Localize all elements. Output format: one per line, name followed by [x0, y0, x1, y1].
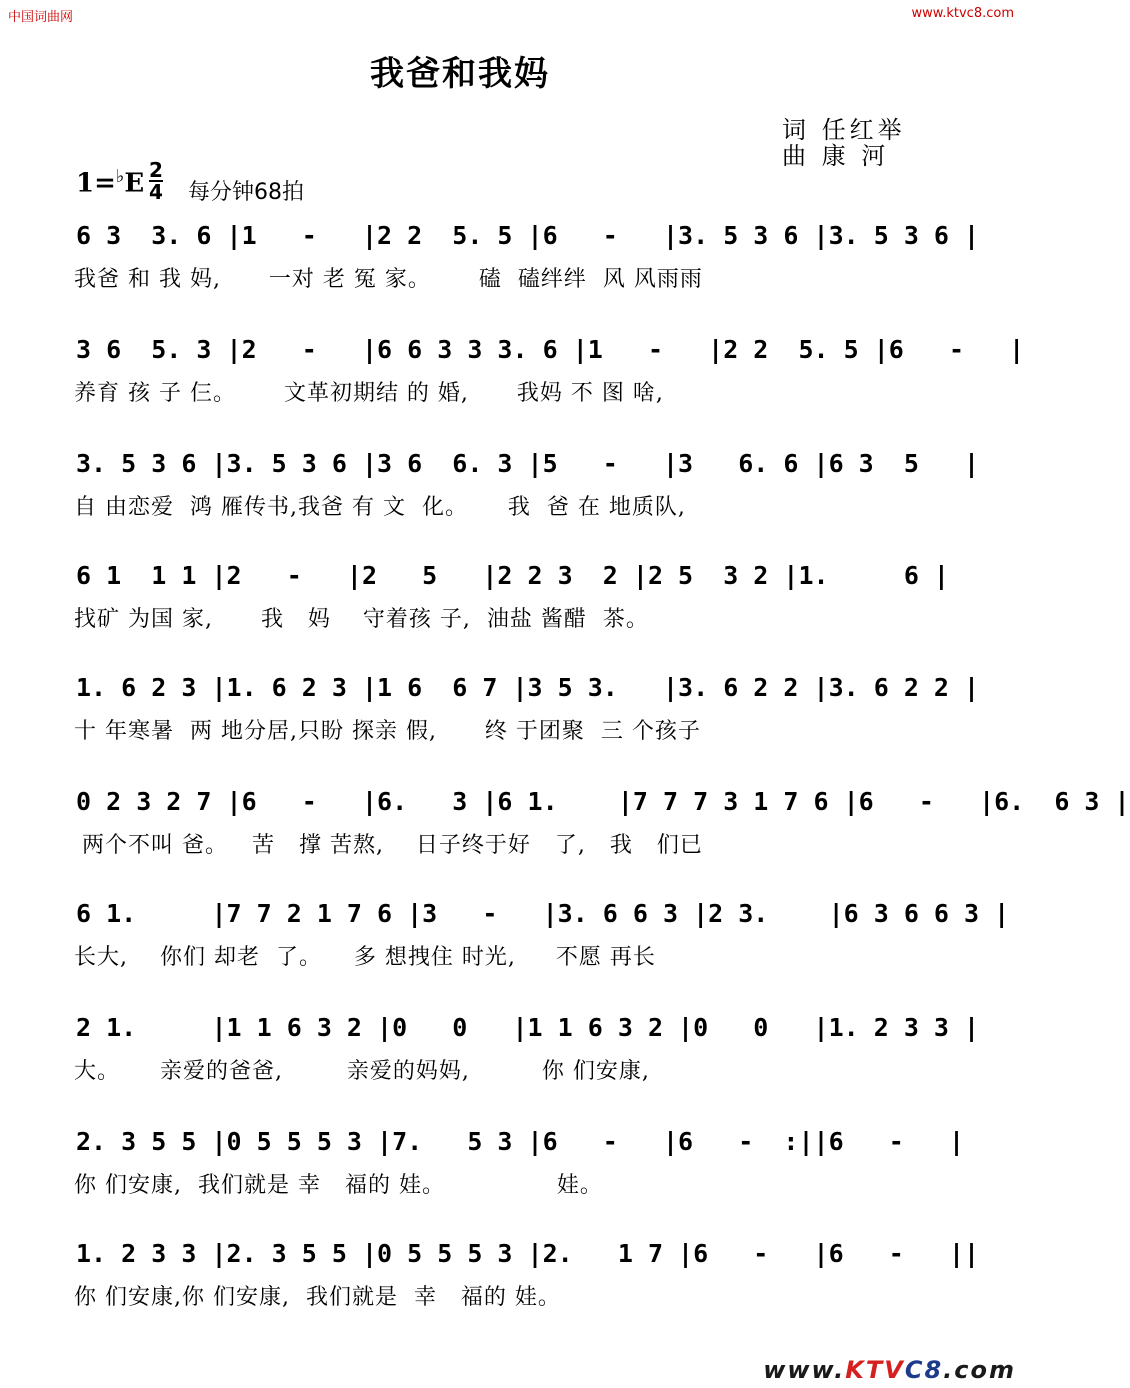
lyric-line: 大。 亲爱的爸爸, 亲爱的妈妈, 你 们安康,: [74, 1059, 650, 1084]
notation-line: 1. 2 3 3 |2. 3 5 5 |0 5 5 5 3 |2. 1 7 |6 - |6 - ||: [76, 1239, 980, 1268]
lyric-line: 自 由恋爱 鸿 雁传书,我爸 有 文 化。 我 爸 在 地质队,: [74, 495, 686, 520]
score-system: [0, 556, 1024, 666]
watermark-prefix: www.: [763, 1356, 846, 1384]
site-url-right: www.ktvc8.com: [911, 6, 1014, 21]
notation-line: 1. 6 2 3 |1. 6 2 3 |1 6 6 7 |3 5 3. |3. 6 2 2 |3. 6 2 2 |: [76, 673, 980, 702]
score-system: [0, 782, 1130, 892]
notation-line: 3 6 5. 3 |2 - |6 6 3 3 3. 6 |1 - |2 2 5. 5 |6 - |: [76, 335, 1025, 364]
notation-line: 6 1 1 1 |2 - |2 5 |2 2 3 2 |2 5 3 2 |1. 6 |: [76, 561, 949, 590]
notation-line: 6 1. |7 7 2 1 7 6 |3 - |3. 6 6 3 |2 3. |6 3 6 6 3 |: [76, 899, 1010, 928]
score-system: [0, 216, 1024, 326]
lyric-line: 长大, 你们 却老 了。 多 想拽住 时光, 不愿 再长: [74, 945, 656, 970]
score-system: [0, 330, 1024, 440]
watermark-brand-a: KTV: [845, 1356, 905, 1384]
song-title: 我爸和我妈: [370, 54, 550, 94]
lyric-line: 两个不叫 爸。 苦 撑 苦熬, 日子终于好 了, 我 们已: [74, 833, 703, 858]
lyric-line: 我爸 和 我 妈, 一对 老 冤 家。 磕 磕绊绊 风 风雨雨: [74, 267, 703, 292]
key-note: E: [124, 168, 145, 199]
lyric-line: 十 年寒暑 两 地分居,只盼 探亲 假, 终 于团聚 三 个孩子: [74, 719, 701, 744]
score-system: [0, 1008, 1024, 1118]
notation-line: 2. 3 5 5 |0 5 5 5 3 |7. 5 3 |6 - |6 - :||6 - |: [76, 1127, 965, 1156]
time-signature: [149, 160, 163, 202]
lyric-line: 你 们安康,你 们安康, 我们就是 幸 福的 娃。: [74, 1285, 561, 1310]
score-system: [0, 1234, 1024, 1344]
notation-line: 6 3 3. 6 |1 - |2 2 5. 5 |6 - |3. 5 3 6 |3. 5 3 6 |: [76, 221, 980, 250]
time-signature-top: 2: [149, 158, 163, 182]
key-signature: [76, 166, 144, 199]
lyricist-credit: 词 任红举: [782, 116, 906, 144]
watermark-suffix: .com: [943, 1356, 1016, 1384]
notation-line: 0 2 3 2 7 |6 - |6. 3 |6 1. |7 7 7 3 1 7 6 |6 - |6. 6 3 |: [76, 787, 1130, 816]
score-system: [0, 668, 1024, 778]
score-system: [0, 1122, 1024, 1232]
lyric-line: 你 们安康, 我们就是 幸 福的 娃。 娃。: [74, 1173, 603, 1198]
key-prefix: 1=: [76, 168, 116, 199]
tempo-marking: 每分钟68拍: [188, 180, 304, 205]
score-system: [0, 894, 1024, 1004]
notation-line: 2 1. |1 1 6 3 2 |0 0 |1 1 6 3 2 |0 0 |1. 2 3 3 |: [76, 1013, 980, 1042]
watermark-brand-b: C8: [904, 1356, 944, 1384]
flat-symbol: ♭: [115, 166, 125, 187]
lyric-line: 养育 孩 子 仨。 文革初期结 的 婚, 我妈 不 图 啥,: [74, 381, 664, 406]
composer-credit: 曲 康 河: [782, 142, 890, 170]
time-signature-bottom: 4: [149, 180, 163, 204]
score-system: [0, 444, 1024, 554]
lyric-line: 找矿 为国 家, 我 妈 守着孩 子, 油盐 酱醋 茶。: [74, 607, 649, 632]
watermark-logo: [763, 1356, 1016, 1384]
site-name-left: 中国词曲网: [8, 10, 74, 25]
notation-line: 3. 5 3 6 |3. 5 3 6 |3 6 6. 3 |5 - |3 6. 6 |6 3 5 |: [76, 449, 980, 478]
